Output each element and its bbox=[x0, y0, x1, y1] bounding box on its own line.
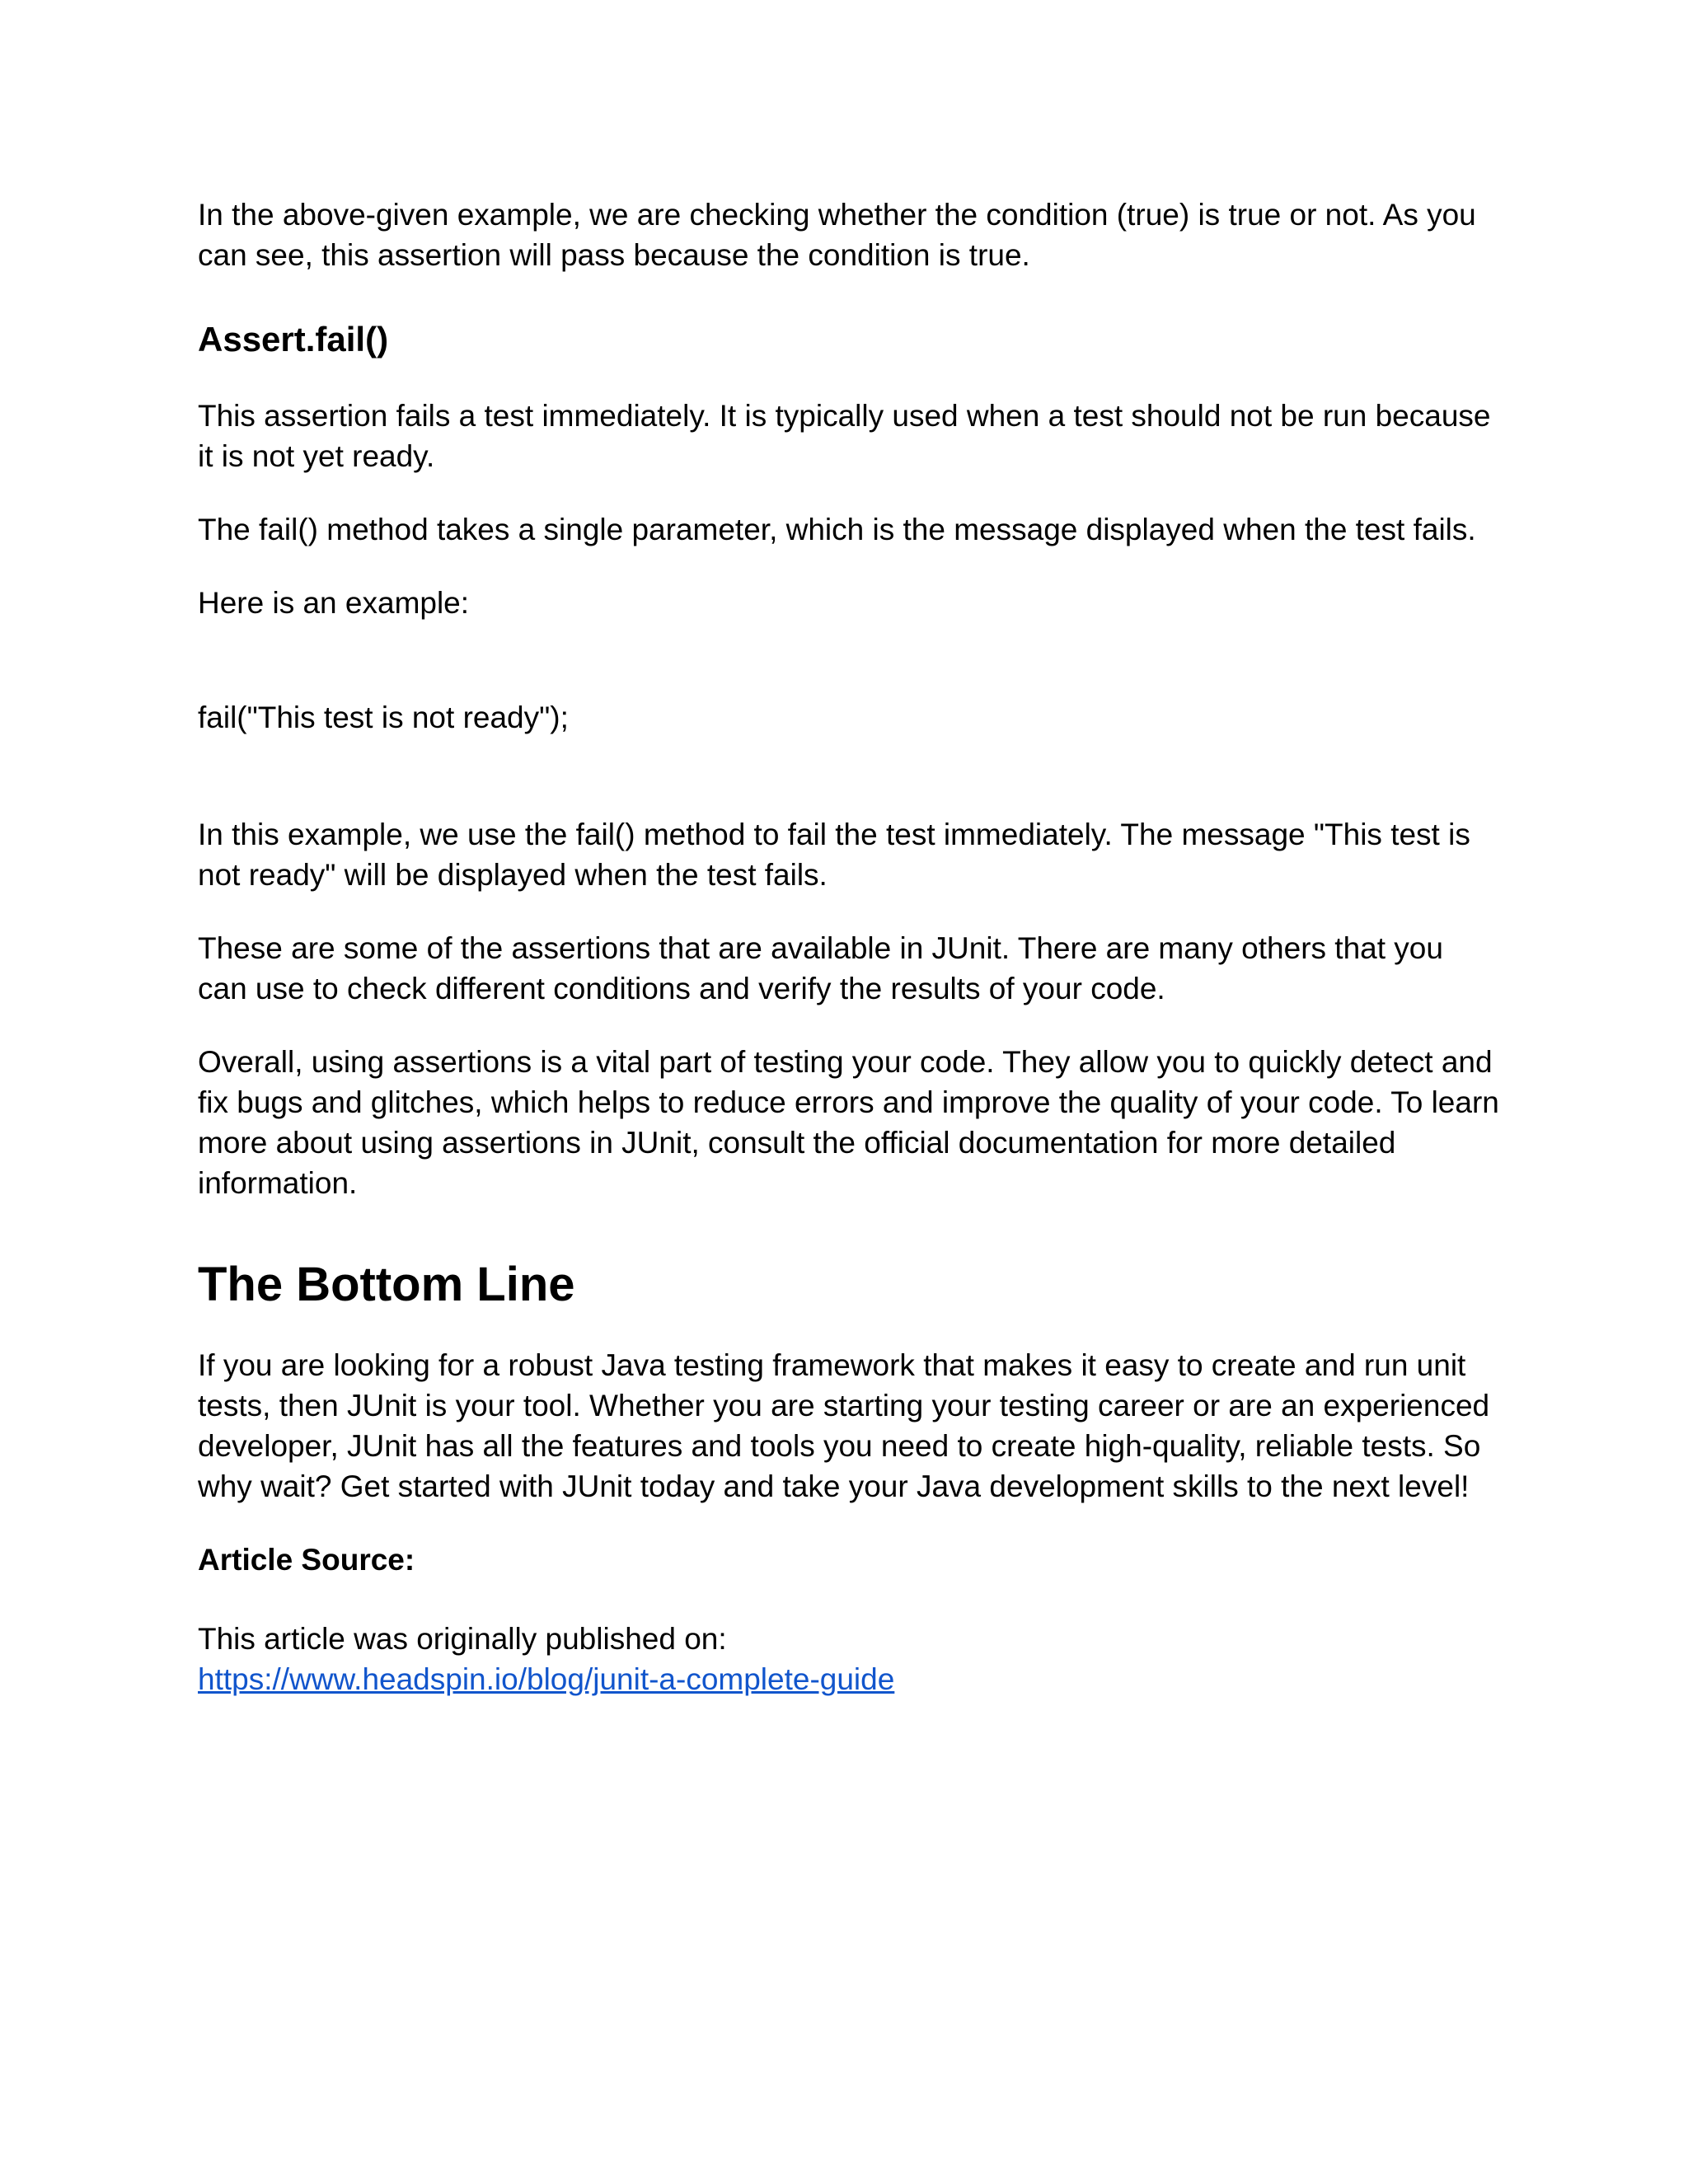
example-lead-text: Here is an example: bbox=[198, 586, 470, 620]
document-page bbox=[198, 194, 1500, 1699]
assertions-summary-paragraph: These are some of the assertions that are available in JUnit. There are many others that you can use to check different conditions and verify the results of your code. bbox=[198, 931, 1443, 1005]
article-source-label: Article Source: bbox=[198, 1543, 415, 1577]
example-explanation-paragraph: In this example, we use the fail() method to fail the test immediately. The message "This test is not ready" will be displayed when the test fails. bbox=[198, 818, 1470, 892]
overall-paragraph: Overall, using assertions is a vital part of testing your code. They allow you to quickly detect and fix bugs and glitches, which helps to reduce errors and improve the quality of your code. To learn more about using assertions in JUnit, consult the official documentation for more detailed information. bbox=[198, 1045, 1499, 1200]
bottom-line-paragraph: If you are looking for a robust Java testing framework that makes it easy to create and run unit tests, then JUnit is your tool. Whether you are starting your testing career or are an experienced developer, JUnit has all the features and tools you need to create high-quality, reliable tests. So why wait? Get started with JUnit today and take your Java development skills to the next level! bbox=[198, 1348, 1490, 1503]
fail-description-paragraph-2: The fail() method takes a single parameter, which is the message displayed when the test fails. bbox=[198, 513, 1476, 546]
source-text: This article was originally published on: bbox=[198, 1622, 727, 1656]
intro-paragraph: In the above-given example, we are checking whether the condition (true) is true or not. As you can see, this assertion will pass because the condition is true. bbox=[198, 198, 1476, 272]
code-example: fail("This test is not ready"); bbox=[198, 701, 569, 734]
source-link[interactable]: https://www.headspin.io/blog/junit-a-complete-guide bbox=[198, 1662, 895, 1696]
section-heading-assert-fail: Assert.fail() bbox=[198, 320, 389, 359]
fail-description-paragraph-1: This assertion fails a test immediately. It is typically used when a test should not be run because it is not yet ready. bbox=[198, 399, 1491, 473]
bottom-line-heading: The Bottom Line bbox=[198, 1258, 575, 1311]
